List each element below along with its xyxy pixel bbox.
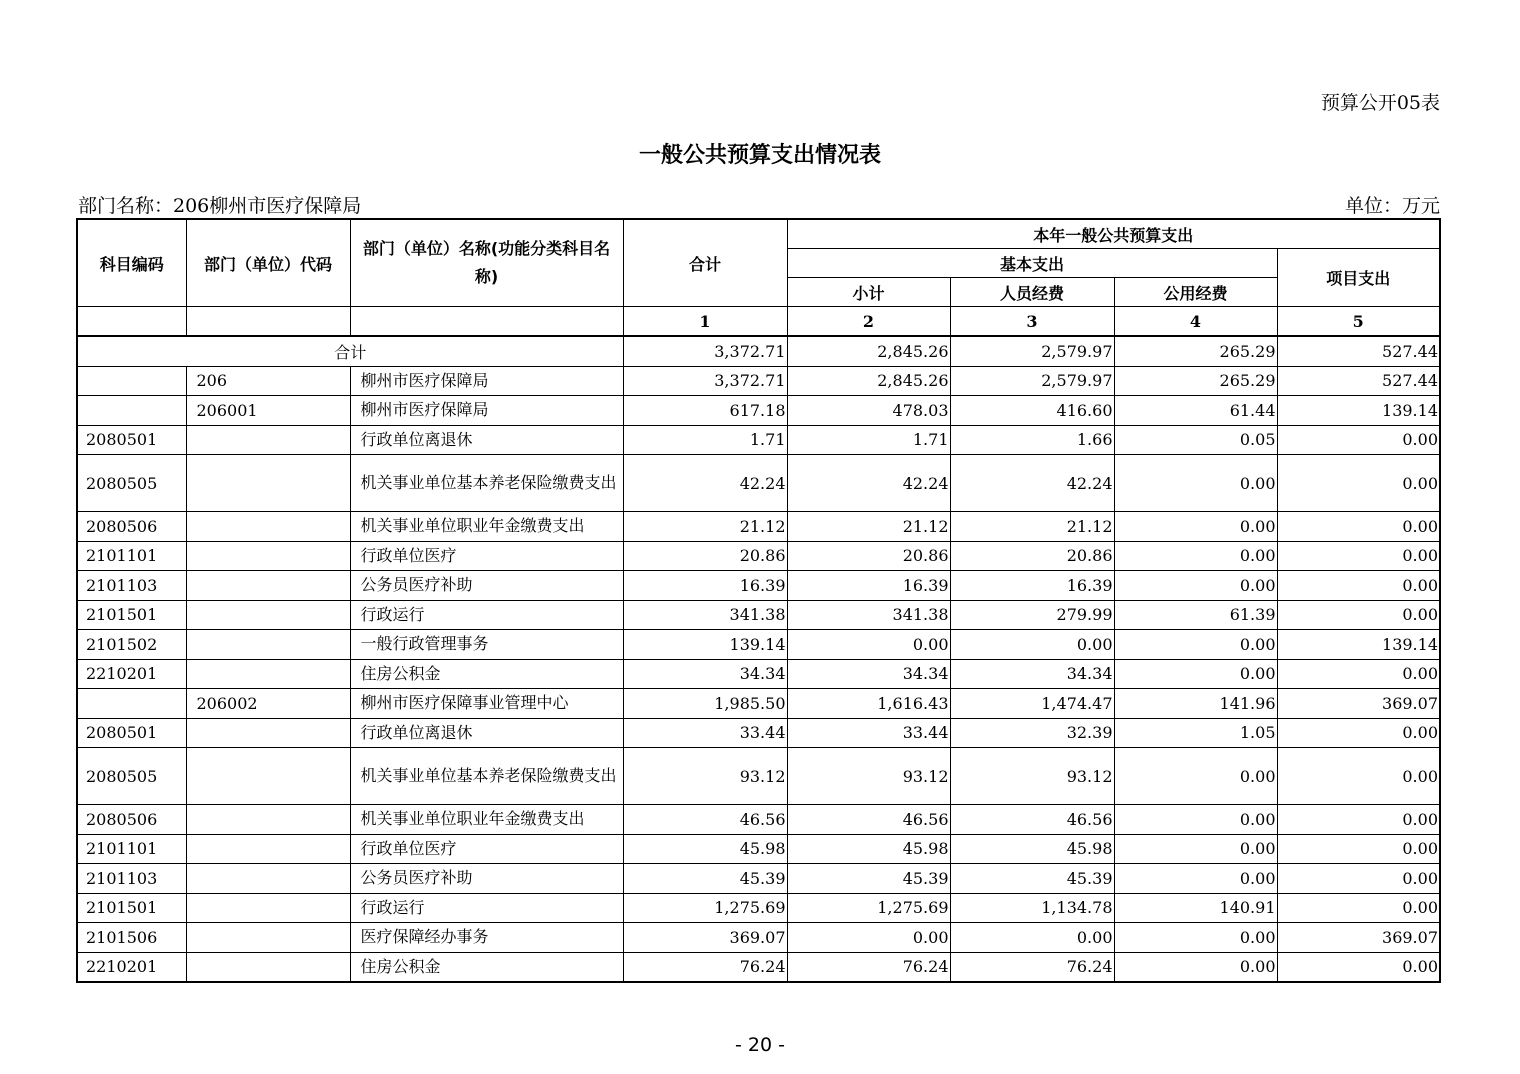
total-cell: 617.18 [623,396,787,426]
department-name: 部门名称：206柳州市医疗保障局 [78,195,362,217]
dept-name-cell: 住房公积金 [350,952,623,982]
public-cell: 140.91 [1114,893,1277,923]
dept-name-cell: 行政运行 [350,600,623,630]
personnel-cell: 16.39 [950,571,1114,601]
project-cell: 0.00 [1277,571,1440,601]
project-cell: 0.00 [1277,893,1440,923]
project-cell: 0.00 [1277,425,1440,455]
dept-code-cell [186,630,350,660]
personnel-value: 2,579.97 [950,336,1114,366]
subject-code-cell: 2101103 [77,864,186,894]
project-cell: 0.00 [1277,659,1440,689]
dept-code-cell [186,600,350,630]
header-subject-code: 科目编码 [77,219,186,307]
subject-code-cell: 2101502 [77,630,186,660]
public-cell: 141.96 [1114,689,1277,719]
table-row [77,455,1440,512]
dept-name-cell: 柳州市医疗保障事业管理中心 [350,689,623,719]
header-current-year: 本年一般公共预算支出 [787,219,1440,249]
public-cell: 61.44 [1114,396,1277,426]
public-cell: 0.00 [1114,748,1277,805]
subtotal-cell: 1,275.69 [787,893,950,923]
public-cell: 0.00 [1114,952,1277,982]
total-cell: 33.44 [623,718,787,748]
table-row [77,571,1440,601]
dept-code-cell [186,455,350,512]
subject-code-cell: 2080506 [77,512,186,542]
table-row [77,748,1440,805]
table-row [77,952,1440,982]
subtotal-cell: 16.39 [787,571,950,601]
header-blank [186,307,350,337]
personnel-cell: 20.86 [950,541,1114,571]
table-row [77,512,1440,542]
table-row [77,923,1440,953]
table-row [77,718,1440,748]
total-row [77,336,1440,366]
project-cell: 369.07 [1277,923,1440,953]
personnel-cell: 21.12 [950,512,1114,542]
subject-code-cell [77,396,186,426]
project-cell: 0.00 [1277,864,1440,894]
subtotal-cell: 2,845.26 [787,366,950,396]
personnel-cell: 45.98 [950,834,1114,864]
total-cell: 20.86 [623,541,787,571]
table-row [77,659,1440,689]
project-cell: 0.00 [1277,718,1440,748]
total-cell: 1.71 [623,425,787,455]
personnel-cell: 2,579.97 [950,366,1114,396]
header-blank [350,307,623,337]
public-cell: 0.00 [1114,834,1277,864]
total-cell: 1,275.69 [623,893,787,923]
total-cell: 45.98 [623,834,787,864]
subtotal-value: 2,845.26 [787,336,950,366]
header-col-1: 1 [623,307,787,337]
project-cell: 0.00 [1277,512,1440,542]
personnel-cell: 42.24 [950,455,1114,512]
subject-code-cell: 2101501 [77,893,186,923]
project-cell: 0.00 [1277,952,1440,982]
total-cell: 76.24 [623,952,787,982]
public-cell: 1.05 [1114,718,1277,748]
subtotal-cell: 45.98 [787,834,950,864]
subject-code-cell: 2101103 [77,571,186,601]
dept-name-cell: 公务员医疗补助 [350,571,623,601]
dept-code-cell [186,659,350,689]
table-row [77,366,1440,396]
budget-table [76,218,1441,983]
personnel-cell: 45.39 [950,864,1114,894]
page-number: - 20 - [735,1034,785,1056]
public-cell: 0.00 [1114,659,1277,689]
dept-code-cell [186,718,350,748]
subtotal-cell: 42.24 [787,455,950,512]
public-cell: 0.00 [1114,571,1277,601]
personnel-cell: 416.60 [950,396,1114,426]
total-cell: 42.24 [623,455,787,512]
public-cell: 0.00 [1114,541,1277,571]
subject-code-cell [77,689,186,719]
personnel-cell: 34.34 [950,659,1114,689]
dept-code-cell [186,541,350,571]
personnel-cell: 32.39 [950,718,1114,748]
project-cell: 0.00 [1277,541,1440,571]
personnel-cell: 0.00 [950,923,1114,953]
table-number: 预算公开05表 [1320,92,1440,114]
total-cell: 369.07 [623,923,787,953]
total-cell: 16.39 [623,571,787,601]
subtotal-cell: 45.39 [787,864,950,894]
table-row [77,805,1440,835]
total-cell: 1,985.50 [623,689,787,719]
subtotal-cell: 0.00 [787,923,950,953]
dept-name-cell: 一般行政管理事务 [350,630,623,660]
project-cell: 0.00 [1277,748,1440,805]
header-basic: 基本支出 [787,249,1277,278]
subject-code-cell: 2080506 [77,805,186,835]
personnel-cell: 46.56 [950,805,1114,835]
dept-code-cell [186,864,350,894]
project-cell: 0.00 [1277,455,1440,512]
personnel-cell: 1,134.78 [950,893,1114,923]
document-title: 一般公共预算支出情况表 [638,143,881,168]
subject-code-cell: 2101101 [77,541,186,571]
public-cell: 0.00 [1114,455,1277,512]
subject-code-cell: 2210201 [77,952,186,982]
public-cell: 0.00 [1114,923,1277,953]
subtotal-cell: 341.38 [787,600,950,630]
dept-name-cell: 机关事业单位基本养老保险缴费支出 [350,748,623,805]
total-cell: 34.34 [623,659,787,689]
dept-code-cell [186,748,350,805]
project-cell: 527.44 [1277,366,1440,396]
subtotal-cell: 93.12 [787,748,950,805]
total-cell: 3,372.71 [623,366,787,396]
project-cell: 0.00 [1277,600,1440,630]
dept-name-cell: 柳州市医疗保障局 [350,366,623,396]
subtotal-cell: 1,616.43 [787,689,950,719]
project-cell: 0.00 [1277,805,1440,835]
header-dept-name: 部门（单位）名称(功能分类科目名称) [350,219,623,307]
project-cell: 139.14 [1277,396,1440,426]
dept-code-cell: 206001 [186,396,350,426]
public-cell: 0.05 [1114,425,1277,455]
dept-code-cell [186,893,350,923]
dept-code-cell: 206002 [186,689,350,719]
total-cell: 46.56 [623,805,787,835]
dept-name-cell: 公务员医疗补助 [350,864,623,894]
subject-code-cell: 2210201 [77,659,186,689]
dept-name-cell: 行政单位医疗 [350,541,623,571]
subtotal-cell: 20.86 [787,541,950,571]
dept-name-cell: 机关事业单位职业年金缴费支出 [350,805,623,835]
public-value: 265.29 [1114,336,1277,366]
table-row [77,864,1440,894]
public-cell: 265.29 [1114,366,1277,396]
header-col-2: 2 [787,307,950,337]
table-row [77,630,1440,660]
personnel-cell: 76.24 [950,952,1114,982]
dept-code-cell [186,512,350,542]
total-cell: 45.39 [623,864,787,894]
public-cell: 0.00 [1114,630,1277,660]
dept-code-cell [186,952,350,982]
header-personnel: 人员经费 [950,278,1114,307]
dept-name-cell: 行政运行 [350,893,623,923]
table-row [77,600,1440,630]
personnel-cell: 93.12 [950,748,1114,805]
dept-code-cell: 206 [186,366,350,396]
public-cell: 0.00 [1114,512,1277,542]
personnel-cell: 1.66 [950,425,1114,455]
unit-label: 单位：万元 [1344,195,1440,217]
dept-name-cell: 行政单位离退休 [350,425,623,455]
header-dept-code: 部门（单位）代码 [186,219,350,307]
subject-code-cell: 2101506 [77,923,186,953]
table-row [77,396,1440,426]
subtotal-cell: 478.03 [787,396,950,426]
subtotal-cell: 34.34 [787,659,950,689]
subtotal-cell: 21.12 [787,512,950,542]
subject-code-cell: 2101101 [77,834,186,864]
total-cell: 93.12 [623,748,787,805]
total-cell: 21.12 [623,512,787,542]
subject-code-cell: 2080505 [77,455,186,512]
subject-code-cell: 2080501 [77,425,186,455]
project-cell: 369.07 [1277,689,1440,719]
table-row [77,425,1440,455]
project-cell: 139.14 [1277,630,1440,660]
total-cell: 341.38 [623,600,787,630]
header-col-4: 4 [1114,307,1277,337]
dept-name-cell: 柳州市医疗保障局 [350,396,623,426]
project-cell: 0.00 [1277,834,1440,864]
subject-code-cell: 2101501 [77,600,186,630]
header-col-3: 3 [950,307,1114,337]
table-row [77,689,1440,719]
dept-code-cell [186,571,350,601]
public-cell: 61.39 [1114,600,1277,630]
public-cell: 0.00 [1114,864,1277,894]
total-cell: 139.14 [623,630,787,660]
header-blank [77,307,186,337]
table-row [77,893,1440,923]
subtotal-cell: 1.71 [787,425,950,455]
header-subtotal: 小计 [787,278,950,307]
dept-name-cell: 医疗保障经办事务 [350,923,623,953]
project-value: 527.44 [1277,336,1440,366]
total-label: 合计 [77,336,623,366]
personnel-cell: 0.00 [950,630,1114,660]
dept-code-cell [186,805,350,835]
personnel-cell: 1,474.47 [950,689,1114,719]
subtotal-cell: 46.56 [787,805,950,835]
subject-code-cell [77,366,186,396]
table-row [77,834,1440,864]
subject-code-cell: 2080505 [77,748,186,805]
dept-name-cell: 机关事业单位基本养老保险缴费支出 [350,455,623,512]
dept-name-cell: 机关事业单位职业年金缴费支出 [350,512,623,542]
subtotal-cell: 33.44 [787,718,950,748]
table-row [77,541,1440,571]
subject-code-cell: 2080501 [77,718,186,748]
header-public: 公用经费 [1114,278,1277,307]
header-total: 合计 [623,219,787,307]
dept-code-cell [186,425,350,455]
header-col-5: 5 [1277,307,1440,337]
header-project: 项目支出 [1277,249,1440,307]
total-value: 3,372.71 [623,336,787,366]
public-cell: 0.00 [1114,805,1277,835]
dept-name-cell: 行政单位离退休 [350,718,623,748]
dept-name-cell: 住房公积金 [350,659,623,689]
subtotal-cell: 76.24 [787,952,950,982]
dept-code-cell [186,834,350,864]
dept-name-cell: 行政单位医疗 [350,834,623,864]
personnel-cell: 279.99 [950,600,1114,630]
subtotal-cell: 0.00 [787,630,950,660]
dept-code-cell [186,923,350,953]
